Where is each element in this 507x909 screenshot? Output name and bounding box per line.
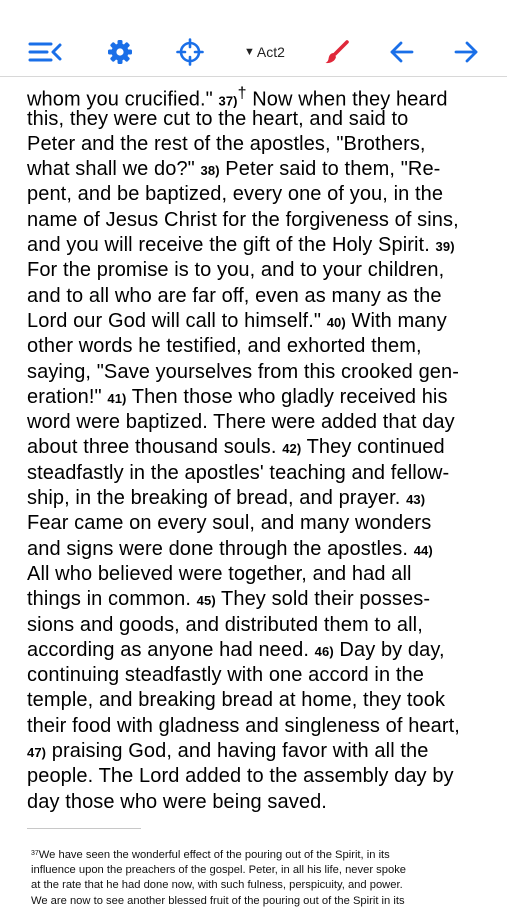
footnote-divider	[27, 828, 141, 829]
scripture-line	[27, 81, 460, 111]
verse-text: according as anyone had need.	[27, 638, 315, 661]
verse-text: name of Jesus Christ for the forgiveness of sins,	[27, 208, 459, 231]
scripture-line	[27, 688, 460, 713]
footnote	[31, 846, 491, 907]
verse-text: saying, "Save yourselves from this crooked gen-	[27, 360, 459, 383]
forward-button[interactable]	[451, 38, 481, 66]
scripture-line	[27, 714, 460, 739]
verse-number[interactable]: 37)	[218, 93, 238, 109]
locate-button[interactable]	[175, 38, 205, 66]
scripture-line	[27, 208, 460, 233]
scripture-line	[27, 486, 460, 511]
footnote-line	[31, 846, 491, 863]
highlight-button[interactable]	[322, 38, 352, 66]
scripture-text	[27, 56, 487, 826]
verse-text: Peter said to them, "Re-	[219, 158, 441, 181]
verse-number[interactable]: 45)	[196, 593, 216, 609]
verse-text: and you will receive the gift of the Holy Spirit.	[27, 234, 436, 257]
verse-text: For the promise is to you, and to your children,	[27, 259, 445, 282]
scripture-line	[27, 107, 460, 132]
verse-text: ship, in the breaking of bread, and prayer.	[27, 487, 407, 510]
footnote-text: at the rate that he had done now, with such fulness, perspicuity, and power.	[31, 879, 403, 892]
scripture-line	[27, 385, 460, 410]
verse-text: word were baptized. There were added that day	[27, 411, 455, 434]
verse-text: and signs were done through the apostles.	[27, 537, 414, 560]
scripture-line	[27, 461, 460, 486]
scripture-line	[27, 410, 460, 435]
footnote-line	[31, 878, 491, 893]
verse-text: people. The Lord added to the assembly day by	[27, 765, 454, 788]
verse-text: They continued	[301, 436, 445, 459]
arrow-left-icon	[389, 41, 415, 63]
verse-number[interactable]: 40)	[326, 314, 346, 330]
verse-text: steadfastly in the apostles' teaching and fellow-	[27, 461, 450, 484]
scripture-line	[27, 764, 460, 789]
scripture-line	[27, 739, 460, 764]
verse-number[interactable]: 42)	[282, 441, 302, 457]
gear-icon	[107, 39, 133, 65]
verse-text: this, they were cut to the heart, and said to	[27, 107, 409, 130]
verse-text: praising God, and having favor with all the	[46, 740, 429, 763]
verse-number[interactable]: 41)	[107, 390, 127, 406]
scripture-line	[27, 790, 460, 815]
paintbrush-icon	[324, 39, 350, 65]
verse-text: With many	[345, 309, 447, 332]
verse-number[interactable]: 38)	[200, 163, 220, 179]
toolbar	[0, 28, 507, 77]
scripture-line	[27, 613, 460, 638]
crosshair-icon	[176, 38, 204, 66]
footnote-number: 37	[31, 850, 39, 857]
verse-text: Then those who gladly received his	[126, 385, 448, 408]
book-selector[interactable]	[244, 40, 285, 64]
verse-text: They sold their posses-	[215, 588, 431, 611]
verse-text: things in common.	[27, 588, 197, 611]
verse-text: Peter and the rest of the apostles, "Brothers,	[27, 132, 426, 155]
verse-number[interactable]: 46)	[314, 643, 334, 659]
scripture-line	[27, 663, 460, 688]
verse-text: Day by day,	[333, 638, 445, 661]
scripture-line	[27, 537, 460, 562]
verse-text: temple, and breaking bread at home, they took	[27, 689, 446, 712]
footnote-line	[31, 894, 491, 909]
verse-text: Lord our God will call to himself."	[27, 309, 327, 332]
verse-text: Now when they heard	[246, 88, 448, 111]
scripture-lines	[27, 56, 460, 815]
dropdown-triangle-icon: ▼	[244, 46, 255, 58]
scripture-line	[27, 182, 460, 207]
footnote-text: We are now to see another blessed fruit of the pouring out of the Spirit in its	[31, 894, 405, 907]
footnote-text: We have seen the wonderful effect of the pouring out of the Spirit, in its	[38, 849, 390, 861]
settings-button[interactable]	[105, 38, 135, 66]
scripture-line	[27, 638, 460, 663]
menu-collapse-button[interactable]	[30, 38, 60, 66]
arrow-right-icon	[453, 41, 479, 63]
scripture-line	[27, 157, 460, 182]
verse-text: All who believed were together, and had all	[27, 562, 412, 585]
scripture-line	[27, 233, 460, 258]
scripture-line	[27, 435, 460, 460]
verse-text: continuing steadfastly with one accord in the	[27, 664, 424, 687]
verse-number[interactable]: 44)	[413, 542, 433, 558]
scripture-line	[27, 334, 460, 359]
verse-number[interactable]: 47)	[27, 745, 47, 761]
scripture-line	[27, 132, 460, 157]
verse-text: day those who were being saved.	[27, 790, 327, 813]
footnote-text: influence upon the preachers of the gospel. Peter, in all his life, never spoke	[31, 864, 407, 877]
menu-collapse-icon	[28, 41, 62, 63]
scripture-line	[27, 258, 460, 283]
verse-text: what shall we do?"	[27, 158, 201, 181]
verse-text: Fear came on every soul, and many wonders	[27, 512, 432, 535]
scripture-line	[27, 284, 460, 309]
verse-text: sions and goods, and distributed them to all,	[27, 613, 423, 636]
scripture-line	[27, 309, 460, 334]
verse-text: pent, and be baptized, every one of you, in the	[27, 183, 444, 206]
verse-text: their food with gladness and singleness of heart,	[27, 714, 460, 737]
verse-number[interactable]: 43)	[406, 492, 426, 508]
scripture-line	[27, 511, 460, 536]
verse-text: and to all who are far off, even as many as the	[27, 284, 442, 307]
footnote-line	[31, 863, 491, 878]
verse-number[interactable]: 39)	[435, 239, 455, 255]
back-button[interactable]	[387, 38, 417, 66]
scripture-line	[27, 562, 460, 587]
footnote-marker[interactable]: †	[237, 85, 247, 103]
scripture-line	[27, 587, 460, 612]
book-label: Act2	[256, 44, 285, 60]
scripture-line	[27, 360, 460, 385]
verse-text: other words he testified, and exhorted them,	[27, 335, 422, 358]
verse-text: eration!"	[27, 385, 108, 408]
verse-text: about three thousand souls.	[27, 436, 283, 459]
verse-text: whom you crucified."	[27, 88, 219, 111]
